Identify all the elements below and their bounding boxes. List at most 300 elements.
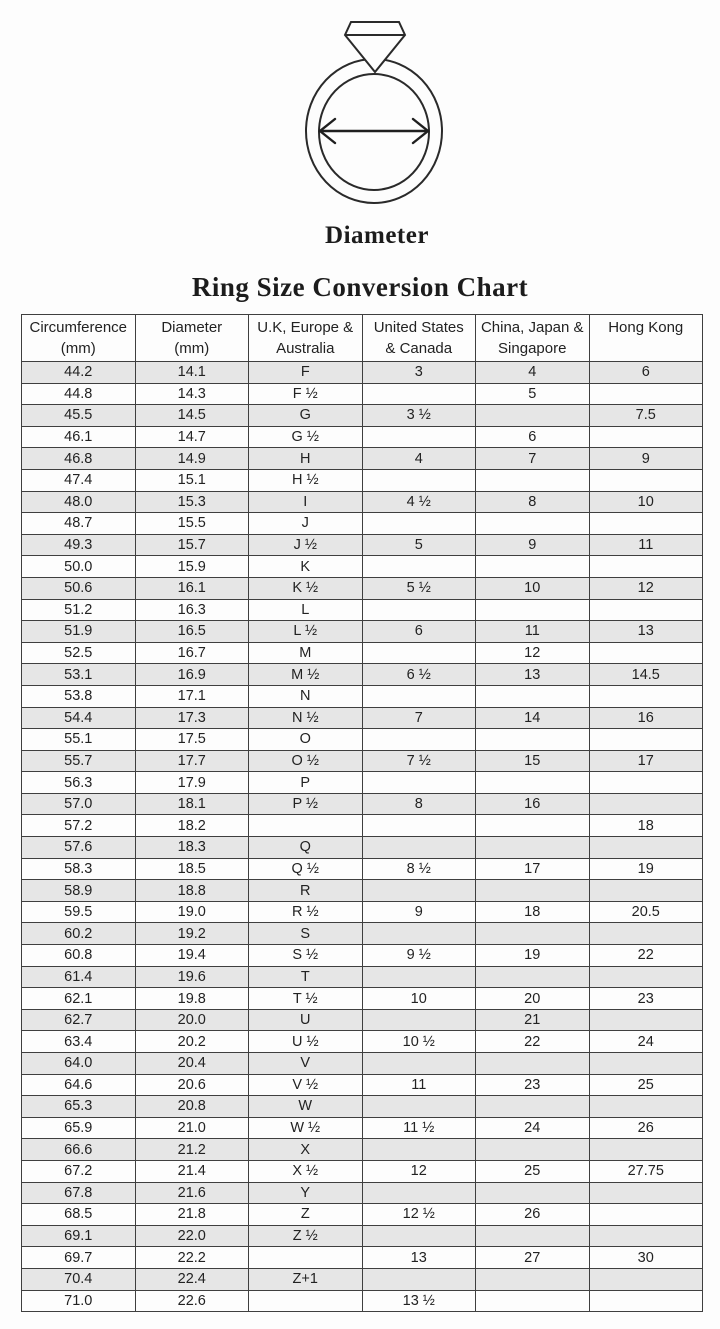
table-cell: 14.5	[135, 405, 249, 427]
table-row	[22, 1139, 703, 1161]
table-cell: S ½	[249, 945, 363, 967]
table-cell	[476, 966, 590, 988]
col-header-diameter: Diameter (mm)	[135, 315, 249, 362]
table-cell: 8	[476, 491, 590, 513]
table-cell: 11	[476, 621, 590, 643]
table-cell: 15.3	[135, 491, 249, 513]
table-cell: I	[249, 491, 363, 513]
table-cell	[362, 1225, 476, 1247]
table-cell: V ½	[249, 1074, 363, 1096]
table-cell: 16.3	[135, 599, 249, 621]
table-cell: P ½	[249, 793, 363, 815]
table-cell: 20.2	[135, 1031, 249, 1053]
table-row	[22, 750, 703, 772]
table-cell: 14.5	[589, 664, 703, 686]
table-cell	[476, 513, 590, 535]
table-cell: 67.2	[22, 1160, 136, 1182]
table-cell: 30	[589, 1247, 703, 1269]
table-row	[22, 1290, 703, 1312]
table-cell	[476, 1268, 590, 1290]
table-cell: J ½	[249, 534, 363, 556]
table-row	[22, 685, 703, 707]
table-cell: 46.1	[22, 426, 136, 448]
table-row	[22, 534, 703, 556]
table-cell: 15.1	[135, 469, 249, 491]
table-cell: 6	[476, 426, 590, 448]
table-cell: 18	[589, 815, 703, 837]
table-cell: 18.5	[135, 858, 249, 880]
table-cell: 65.3	[22, 1096, 136, 1118]
table-cell: 65.9	[22, 1117, 136, 1139]
table-cell: Z+1	[249, 1268, 363, 1290]
table-cell: 9	[362, 901, 476, 923]
table-cell: 60.2	[22, 923, 136, 945]
table-cell: V	[249, 1053, 363, 1075]
table-row	[22, 945, 703, 967]
table-row	[22, 556, 703, 578]
table-cell	[589, 1268, 703, 1290]
diameter-caption: Diameter	[325, 222, 429, 249]
table-cell: 53.8	[22, 685, 136, 707]
table-cell: 22.2	[135, 1247, 249, 1269]
table-cell: 52.5	[22, 642, 136, 664]
table-cell: Q	[249, 837, 363, 859]
table-cell: O ½	[249, 750, 363, 772]
table-cell: 60.8	[22, 945, 136, 967]
table-cell	[362, 383, 476, 405]
table-cell: 4	[476, 362, 590, 384]
table-cell	[476, 1182, 590, 1204]
table-cell: 46.8	[22, 448, 136, 470]
table-cell	[362, 1096, 476, 1118]
table-cell: 3	[362, 362, 476, 384]
table-row	[22, 1247, 703, 1269]
table-cell: 19.0	[135, 901, 249, 923]
table-cell: 12 ½	[362, 1204, 476, 1226]
table-cell: 54.4	[22, 707, 136, 729]
table-cell	[589, 1053, 703, 1075]
table-cell: 11	[362, 1074, 476, 1096]
table-cell	[362, 426, 476, 448]
table-row	[22, 772, 703, 794]
table-cell	[589, 426, 703, 448]
table-cell: 61.4	[22, 966, 136, 988]
table-cell: 17.1	[135, 685, 249, 707]
ring-size-table	[21, 314, 703, 1312]
table-cell: 12	[476, 642, 590, 664]
col-header-china-japan-singapore: China, Japan & Singapore	[476, 315, 590, 362]
table-cell: 50.6	[22, 577, 136, 599]
table-cell: N	[249, 685, 363, 707]
table-row	[22, 664, 703, 686]
table-cell	[362, 599, 476, 621]
table-row	[22, 642, 703, 664]
table-cell	[589, 1096, 703, 1118]
table-cell: 62.7	[22, 1009, 136, 1031]
table-row	[22, 621, 703, 643]
table-cell: P	[249, 772, 363, 794]
table-cell: R	[249, 880, 363, 902]
table-cell: 64.6	[22, 1074, 136, 1096]
table-cell: 15	[476, 750, 590, 772]
table-cell: 44.2	[22, 362, 136, 384]
table-cell: 20.0	[135, 1009, 249, 1031]
table-cell: 53.1	[22, 664, 136, 686]
table-row	[22, 729, 703, 751]
table-cell: 22	[589, 945, 703, 967]
table-row	[22, 1268, 703, 1290]
table-cell: J	[249, 513, 363, 535]
table-cell: 58.3	[22, 858, 136, 880]
table-cell: 19	[589, 858, 703, 880]
table-cell	[362, 880, 476, 902]
table-cell: 9	[476, 534, 590, 556]
table-cell	[476, 685, 590, 707]
table-row	[22, 448, 703, 470]
table-row	[22, 1117, 703, 1139]
table-row	[22, 858, 703, 880]
table-cell: 69.7	[22, 1247, 136, 1269]
table-cell: 49.3	[22, 534, 136, 556]
table-cell: 4	[362, 448, 476, 470]
table-cell: 22	[476, 1031, 590, 1053]
table-body	[22, 362, 703, 1312]
table-header-row	[22, 315, 703, 362]
table-cell: 21.0	[135, 1117, 249, 1139]
table-cell: 44.8	[22, 383, 136, 405]
table-row	[22, 815, 703, 837]
table-cell: 59.5	[22, 901, 136, 923]
table-cell	[589, 1225, 703, 1247]
table-cell: 18.8	[135, 880, 249, 902]
table-row	[22, 383, 703, 405]
table-cell	[362, 469, 476, 491]
col-header-uk-europe-australia: U.K, Europe & Australia	[249, 315, 363, 362]
table-cell	[362, 1268, 476, 1290]
table-cell: 12	[589, 577, 703, 599]
table-cell: 18.1	[135, 793, 249, 815]
table-cell: 10 ½	[362, 1031, 476, 1053]
table-cell: G ½	[249, 426, 363, 448]
table-cell: N ½	[249, 707, 363, 729]
table-row	[22, 1074, 703, 1096]
table-cell	[249, 1290, 363, 1312]
table-cell: 16.1	[135, 577, 249, 599]
table-cell: 50.0	[22, 556, 136, 578]
table-row	[22, 426, 703, 448]
table-cell: 7	[362, 707, 476, 729]
table-cell: 21.2	[135, 1139, 249, 1161]
table-cell: 16.7	[135, 642, 249, 664]
table-row	[22, 405, 703, 427]
table-cell	[476, 1290, 590, 1312]
table-cell: 6	[589, 362, 703, 384]
table-cell	[476, 1096, 590, 1118]
table-cell: 66.6	[22, 1139, 136, 1161]
table-cell	[589, 556, 703, 578]
table-cell: 19.4	[135, 945, 249, 967]
table-cell: 48.7	[22, 513, 136, 535]
table-cell: 16	[589, 707, 703, 729]
table-cell: H	[249, 448, 363, 470]
table-cell: 55.1	[22, 729, 136, 751]
table-row	[22, 923, 703, 945]
table-row	[22, 793, 703, 815]
table-cell: Z ½	[249, 1225, 363, 1247]
table-cell: 24	[476, 1117, 590, 1139]
table-cell: 14	[476, 707, 590, 729]
table-cell: 17.9	[135, 772, 249, 794]
table-cell: 56.3	[22, 772, 136, 794]
table-cell	[362, 729, 476, 751]
table-cell: 55.7	[22, 750, 136, 772]
table-cell	[589, 772, 703, 794]
table-cell: 47.4	[22, 469, 136, 491]
col-header-us-canada: United States & Canada	[362, 315, 476, 362]
table-cell: 63.4	[22, 1031, 136, 1053]
table-cell	[589, 966, 703, 988]
table-cell: 7 ½	[362, 750, 476, 772]
table-cell: 25	[476, 1160, 590, 1182]
table-cell	[589, 1139, 703, 1161]
table-row	[22, 362, 703, 384]
table-cell: 62.1	[22, 988, 136, 1010]
table-cell: 5	[476, 383, 590, 405]
ring-diagram	[272, 10, 476, 215]
table-cell	[362, 1182, 476, 1204]
table-cell	[589, 793, 703, 815]
table-cell: 13	[362, 1247, 476, 1269]
table-cell: 21.6	[135, 1182, 249, 1204]
table-row	[22, 880, 703, 902]
col-header-circumference: Circumference (mm)	[22, 315, 136, 362]
table-cell	[476, 837, 590, 859]
table-cell: 17.7	[135, 750, 249, 772]
table-cell: 14.9	[135, 448, 249, 470]
table-cell: 20	[476, 988, 590, 1010]
table-cell: 57.0	[22, 793, 136, 815]
table-cell: 9 ½	[362, 945, 476, 967]
table-row	[22, 1160, 703, 1182]
table-cell: K ½	[249, 577, 363, 599]
table-cell: 70.4	[22, 1268, 136, 1290]
table-cell	[362, 837, 476, 859]
table-cell: 19.6	[135, 966, 249, 988]
table-cell: 9	[589, 448, 703, 470]
table-row	[22, 513, 703, 535]
table-cell: 23	[476, 1074, 590, 1096]
table-cell: 13	[589, 621, 703, 643]
table-cell: 16.5	[135, 621, 249, 643]
table-cell	[362, 815, 476, 837]
table-cell: F	[249, 362, 363, 384]
table-row	[22, 707, 703, 729]
table-cell	[476, 469, 590, 491]
table-cell	[589, 383, 703, 405]
table-cell: 25	[589, 1074, 703, 1096]
table-cell	[476, 1225, 590, 1247]
table-cell: 57.2	[22, 815, 136, 837]
table-cell: 19.2	[135, 923, 249, 945]
table-cell: 14.3	[135, 383, 249, 405]
table-cell: 13 ½	[362, 1290, 476, 1312]
table-cell: 18.3	[135, 837, 249, 859]
table-row	[22, 1009, 703, 1031]
table-row	[22, 1053, 703, 1075]
table-row	[22, 1182, 703, 1204]
table-cell: W	[249, 1096, 363, 1118]
table-cell	[476, 556, 590, 578]
table-row	[22, 901, 703, 923]
table-cell: 15.9	[135, 556, 249, 578]
table-cell: 16.9	[135, 664, 249, 686]
table-cell	[589, 923, 703, 945]
table-cell: 22.0	[135, 1225, 249, 1247]
table-cell: 23	[589, 988, 703, 1010]
table-cell: K	[249, 556, 363, 578]
table-cell: 20.6	[135, 1074, 249, 1096]
table-cell	[476, 599, 590, 621]
table-cell: 15.5	[135, 513, 249, 535]
table-cell	[362, 513, 476, 535]
table-cell: 13	[476, 664, 590, 686]
table-cell: 17.5	[135, 729, 249, 751]
table-cell: 20.4	[135, 1053, 249, 1075]
table-row	[22, 577, 703, 599]
table-cell	[589, 1204, 703, 1226]
table-cell: O	[249, 729, 363, 751]
table-cell: 10	[476, 577, 590, 599]
table-cell: 19	[476, 945, 590, 967]
table-cell: W ½	[249, 1117, 363, 1139]
table-cell: 57.6	[22, 837, 136, 859]
table-cell	[589, 729, 703, 751]
table-cell: T ½	[249, 988, 363, 1010]
table-cell: R ½	[249, 901, 363, 923]
table-cell: 22.6	[135, 1290, 249, 1312]
table-row	[22, 491, 703, 513]
table-cell: G	[249, 405, 363, 427]
table-cell: 7	[476, 448, 590, 470]
table-cell: 68.5	[22, 1204, 136, 1226]
table-cell	[362, 966, 476, 988]
table-cell	[362, 923, 476, 945]
table-cell: Q ½	[249, 858, 363, 880]
table-cell: 10	[589, 491, 703, 513]
table-cell: 21.8	[135, 1204, 249, 1226]
table-cell: X ½	[249, 1160, 363, 1182]
table-cell: H ½	[249, 469, 363, 491]
table-row	[22, 837, 703, 859]
table-cell: 22.4	[135, 1268, 249, 1290]
table-cell: 27	[476, 1247, 590, 1269]
table-cell: 26	[476, 1204, 590, 1226]
table-row	[22, 1204, 703, 1226]
table-cell	[589, 1290, 703, 1312]
table-cell: X	[249, 1139, 363, 1161]
table-cell	[362, 772, 476, 794]
page-title: Ring Size Conversion Chart	[191, 272, 529, 302]
table-cell: 26	[589, 1117, 703, 1139]
table-cell: 69.1	[22, 1225, 136, 1247]
table-cell: 45.5	[22, 405, 136, 427]
table-cell: F ½	[249, 383, 363, 405]
table-cell: M	[249, 642, 363, 664]
table-row	[22, 469, 703, 491]
table-cell	[476, 772, 590, 794]
table-cell: 51.9	[22, 621, 136, 643]
table-cell	[476, 405, 590, 427]
table-cell: 64.0	[22, 1053, 136, 1075]
table-cell: T	[249, 966, 363, 988]
table-cell	[589, 599, 703, 621]
table-cell: 4 ½	[362, 491, 476, 513]
table-cell: 7.5	[589, 405, 703, 427]
table-cell	[589, 837, 703, 859]
table-cell	[362, 556, 476, 578]
table-row	[22, 1096, 703, 1118]
table-cell: 21	[476, 1009, 590, 1031]
table-cell	[589, 880, 703, 902]
table-cell: Y	[249, 1182, 363, 1204]
table-cell: 11	[589, 534, 703, 556]
table-cell: 3 ½	[362, 405, 476, 427]
table-cell: 16	[476, 793, 590, 815]
table-cell: 17	[476, 858, 590, 880]
table-cell: 5	[362, 534, 476, 556]
table-cell: 14.1	[135, 362, 249, 384]
table-cell: M ½	[249, 664, 363, 686]
table-cell	[362, 1009, 476, 1031]
table-row	[22, 599, 703, 621]
table-cell: 8 ½	[362, 858, 476, 880]
table-cell	[589, 469, 703, 491]
table-cell: 67.8	[22, 1182, 136, 1204]
table-cell: U ½	[249, 1031, 363, 1053]
table-cell	[589, 513, 703, 535]
table-cell	[589, 1009, 703, 1031]
col-header-hong-kong: Hong Kong	[589, 315, 703, 362]
table-cell: 20.5	[589, 901, 703, 923]
table-cell: 17.3	[135, 707, 249, 729]
table-cell: 18.2	[135, 815, 249, 837]
table-cell: 21.4	[135, 1160, 249, 1182]
table-cell: 14.7	[135, 426, 249, 448]
table-cell: L	[249, 599, 363, 621]
table-cell	[589, 1182, 703, 1204]
table-cell	[476, 880, 590, 902]
table-cell: 6 ½	[362, 664, 476, 686]
table-cell: 20.8	[135, 1096, 249, 1118]
table-cell: 15.7	[135, 534, 249, 556]
table-cell	[249, 1247, 363, 1269]
table-cell: 18	[476, 901, 590, 923]
table-cell: 48.0	[22, 491, 136, 513]
table-cell: 12	[362, 1160, 476, 1182]
table-cell	[476, 815, 590, 837]
table-cell: 8	[362, 793, 476, 815]
table-cell: 58.9	[22, 880, 136, 902]
table-cell	[476, 1053, 590, 1075]
table-row	[22, 966, 703, 988]
table-cell: Z	[249, 1204, 363, 1226]
table-cell: 19.8	[135, 988, 249, 1010]
table-cell: L ½	[249, 621, 363, 643]
table-cell	[589, 685, 703, 707]
table-cell	[476, 729, 590, 751]
table-cell: 10	[362, 988, 476, 1010]
table-cell: 11 ½	[362, 1117, 476, 1139]
